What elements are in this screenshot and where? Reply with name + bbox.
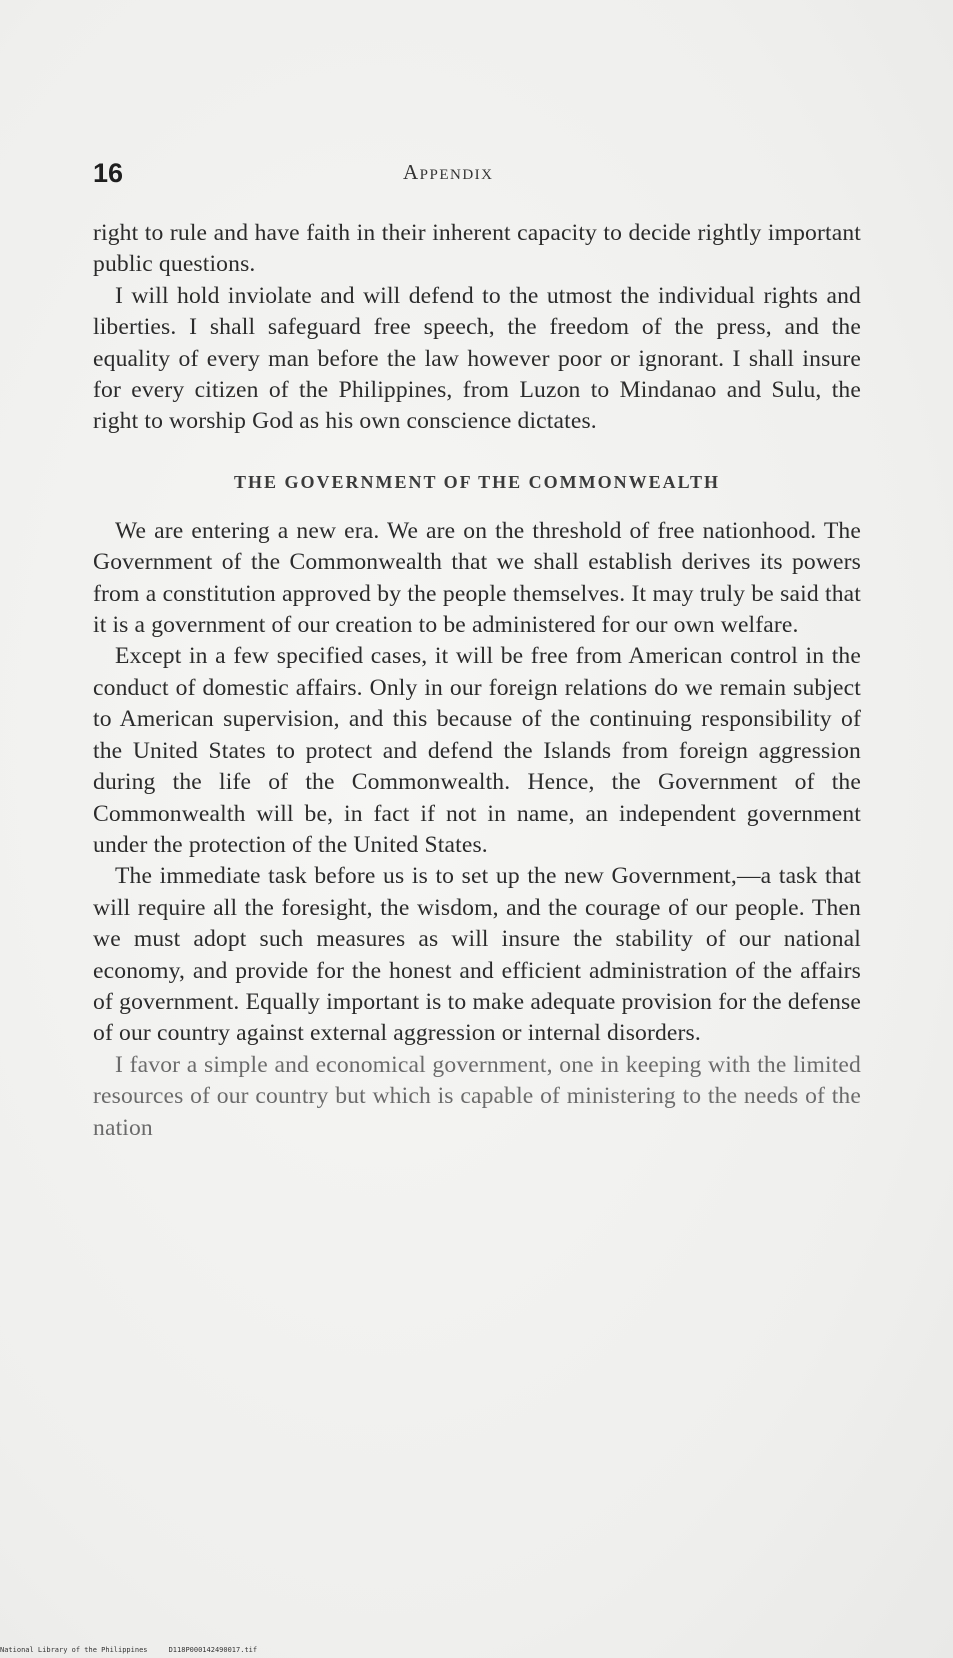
scan-footer — [0, 1646, 257, 1654]
footer-source-label: National Library of the Philippines — [0, 1646, 148, 1654]
paragraph-american-control: Except in a few specified cases, it will be free from American control in the conduct of domestic affairs. Only in our foreign relations do we remain subject to American supervision, and this because of the continuing responsibility of the United States to protect and defend the Islands from foreign aggression during the life of the Commonwealth. Hence, the Government of the Commonwealth will be, in fact if not in name, an independent government under the protection of the United States. — [93, 643, 861, 858]
paragraph-new-era: We are entering a new era. We are on the threshold of free nationhood. The Government of the Commonwealth that we shall establish derives its powers from a constitution approved by the people themselves. It may truly be said that it is a government of our creation to be administered for our own welfare. — [93, 517, 861, 639]
paragraph-immediate-task: The immediate task before us is to set up the new Government,—a task that will require all the foresight, the wisdom, and the courage of our people. Then we must adopt such measures as will insure the stability of our national economy, and provide for the honest and efficient administration of the affairs of government. Equally important is to make adequate provision for the defense of our country against external aggression or internal disorders. — [93, 863, 861, 1047]
paragraph-simple-government: I favor a simple and economical government, one in keeping with the limited resources of our country but which is capable of ministering to the needs of the nation — [93, 1051, 861, 1141]
page-number: 16 — [93, 158, 124, 188]
footer-file-name: D118P000142490017.tif — [168, 1646, 258, 1654]
page-body — [93, 218, 861, 1144]
paragraph-continued: right to rule and have faith in their inherent capacity to decide rightly important public questions. — [93, 220, 861, 278]
running-head: Appendix — [403, 160, 494, 184]
section-heading: THE GOVERNMENT OF THE COMMONWEALTH — [233, 471, 721, 492]
page-header — [93, 158, 861, 198]
paragraph-rights: I will hold inviolate and will defend to the utmost the individual rights and liberties. I shall safeguard free speech, the freedom of the press, and the equality of every man before the law however poor or ignorant. I shall insure for every citizen of the Philippines, from Luzon to Mindanao and Sulu, the right to worship God as his own conscience dictates. — [93, 282, 861, 435]
